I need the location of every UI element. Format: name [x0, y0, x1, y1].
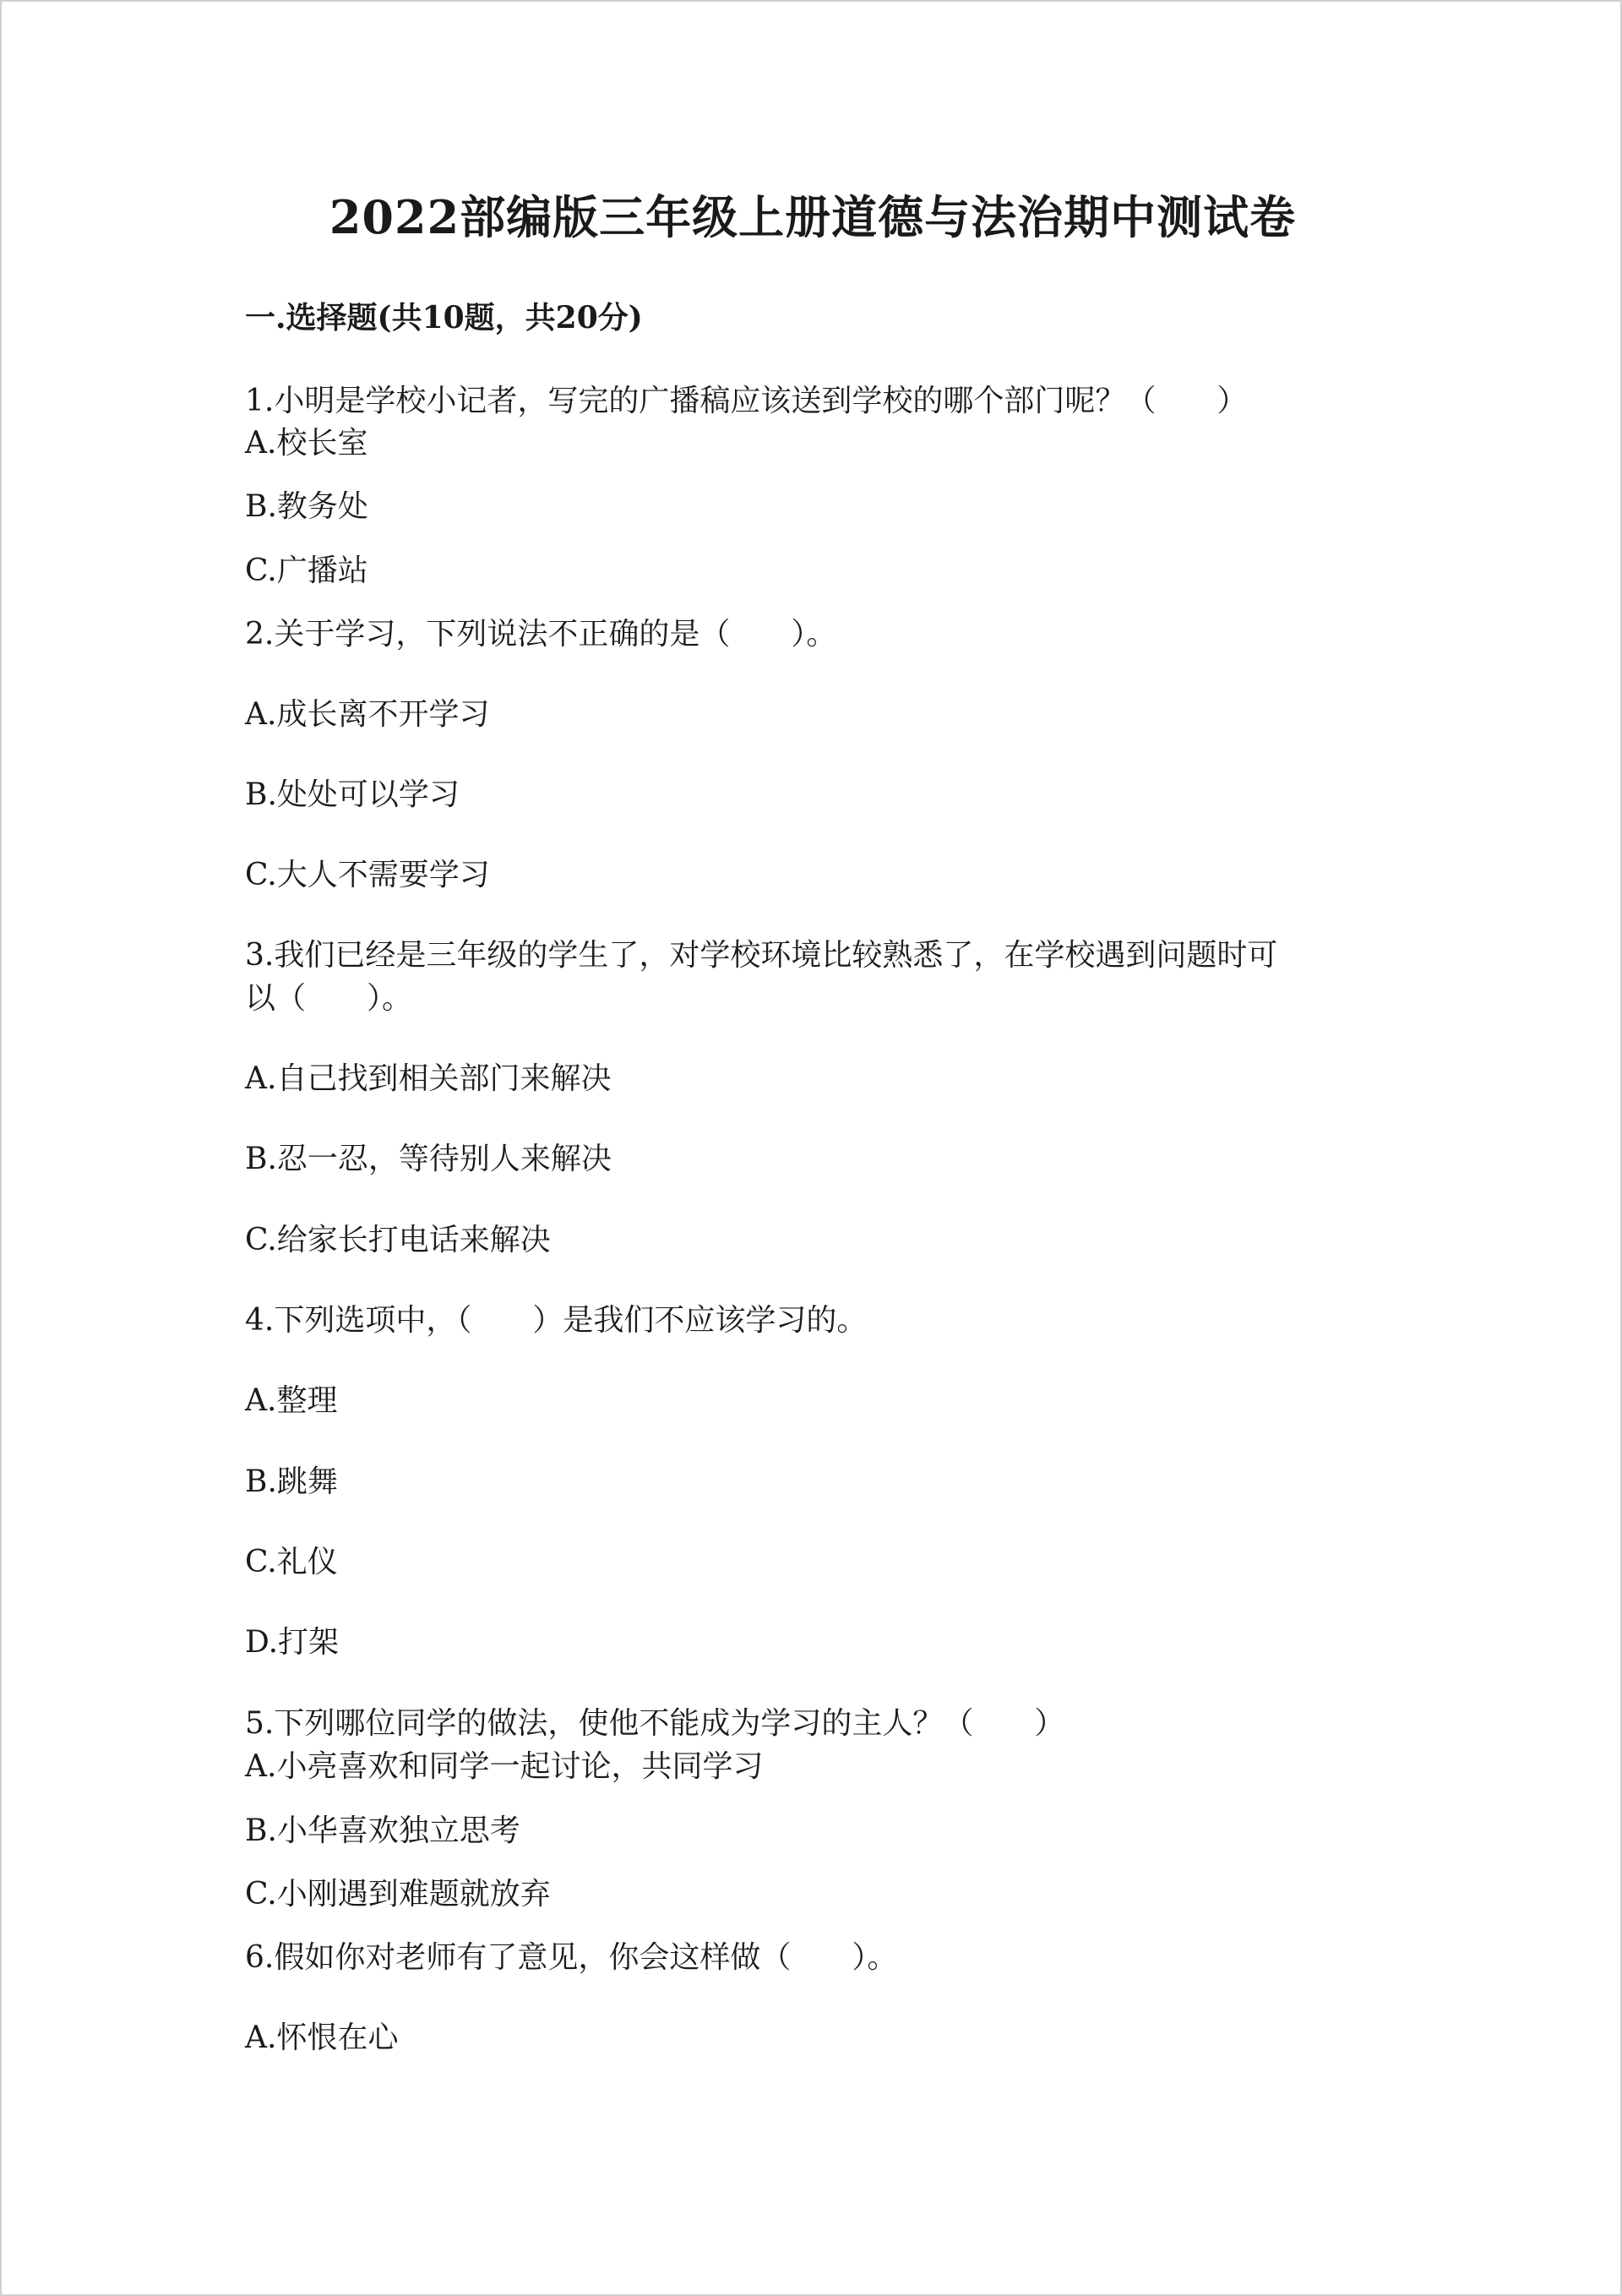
question-4-option-a: A.整理: [245, 1383, 338, 1418]
question-6-stem: 6.假如你对老师有了意见，你会这样做（ ）。: [245, 1940, 898, 1975]
question-1-option-b: B.教务处: [245, 489, 368, 524]
question-4-option-c: C.礼仪: [245, 1545, 338, 1579]
section-heading: 一.选择题(共10题，共20分): [245, 300, 643, 335]
question-3-option-c: C.给家长打电话来解决: [245, 1223, 551, 1257]
question-1-option-a: A.校长室: [245, 426, 368, 461]
question-4-option-b: B.跳舞: [245, 1464, 338, 1499]
page-title: 2022部编版三年级上册道德与法治期中测试卷: [329, 190, 1297, 244]
question-3-stem-continued: 以（ ）。: [245, 981, 413, 1016]
question-2-option-c: C.大人不需要学习: [245, 858, 490, 892]
question-5-option-a: A.小亮喜欢和同学一起讨论，共同学习: [245, 1749, 764, 1784]
question-2-stem: 2.关于学习，下列说法不正确的是（ ）。: [245, 617, 837, 652]
question-2-option-b: B.处处可以学习: [245, 777, 460, 812]
question-4-option-d: D.打架: [245, 1625, 340, 1660]
question-6-option-a: A.怀恨在心: [245, 2021, 399, 2055]
question-3-stem: 3.我们已经是三年级的学生了，对学校环境比较熟悉了，在学校遇到问题时可: [245, 938, 1278, 973]
question-2-option-a: A.成长离不开学习: [245, 697, 490, 732]
question-5-stem: 5.下列哪位同学的做法，使他不能成为学习的主人？（ ）: [245, 1706, 1065, 1741]
question-4-stem: 4.下列选项中，（ ）是我们不应该学习的。: [245, 1303, 868, 1338]
question-5-option-c: C.小刚遇到难题就放弃: [245, 1877, 551, 1912]
question-1-option-c: C.广播站: [245, 554, 368, 588]
question-3-option-b: B.忍一忍，等待别人来解决: [245, 1142, 612, 1176]
question-5-option-b: B.小华喜欢独立思考: [245, 1813, 520, 1848]
question-1-stem: 1.小明是学校小记者，写完的广播稿应该送到学校的哪个部门呢？（ ）: [245, 384, 1248, 418]
question-3-option-a: A.自己找到相关部门来解决: [245, 1061, 612, 1096]
